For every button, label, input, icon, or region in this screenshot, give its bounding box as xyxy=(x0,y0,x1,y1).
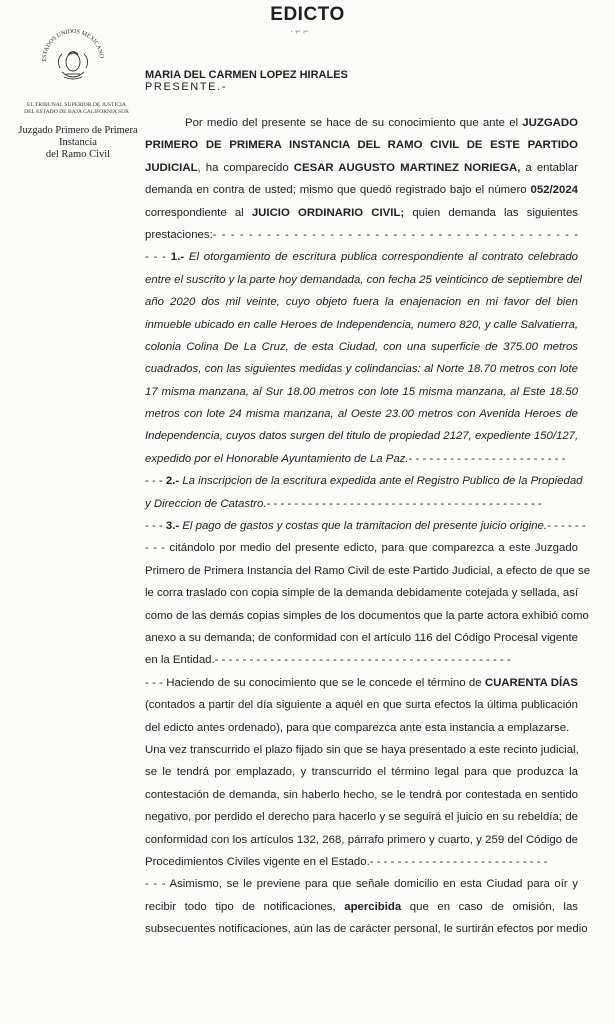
body-line xyxy=(145,448,578,470)
body-line xyxy=(145,493,578,515)
body-line xyxy=(145,672,578,694)
text-run: 3.- xyxy=(165,520,180,533)
text-run: 17 misma manzana, al Sur 18.00 metros con lote 15 misma manzana, al Este 18.50 xyxy=(145,385,578,398)
text-run: subsecuentes notificaciones, aún las de carácter personal, le surtirán efectos por medio xyxy=(145,923,588,936)
body-line xyxy=(145,694,578,716)
text-run: metros con lote 24 misma manzana, al Oeste 23.00 metros con Avenida Heroes de xyxy=(145,408,578,421)
text-run: - - - xyxy=(145,251,171,264)
text-run: Independencia, cuyos datos surgen del titulo de propiedad 2127, expediente 150/127, xyxy=(145,430,579,443)
text-run: negativo, por perdido el derecho para hacerlo y se seguirá el juicio en su rebeldía; de xyxy=(145,811,578,824)
text-run: le corra traslado con copia simple de la demanda debidamente cotejada y sellada, así xyxy=(145,587,579,600)
body-line xyxy=(145,381,578,403)
text-run: Por medio del presente se hace de su conocimiento que ante el xyxy=(185,117,523,129)
text-run: expedido por el Honorable Ayuntamiento de La Paz. xyxy=(145,452,409,465)
text-run: PRIMERO DE PRIMERA INSTANCIA DEL RAMO CIVIL DE ESTE PARTIDO xyxy=(145,139,578,152)
body-line xyxy=(145,627,578,649)
text-run: 2.- xyxy=(165,475,180,488)
text-run: 052/2024 xyxy=(530,184,578,197)
coat-of-arms-seal xyxy=(38,24,108,94)
text-run: contestación de demanda, sin haberlo hecho, se le tendrá por contestada en sentido xyxy=(145,788,578,801)
text-run: - - - citándolo por medio del presente edicto, para que comparezca a este Juzgado xyxy=(145,542,578,555)
text-run: 1.- xyxy=(170,251,185,264)
text-run: correspondiente al xyxy=(145,206,252,219)
addressee-greeting: PRESENTE.- xyxy=(145,81,228,93)
body-line xyxy=(145,851,578,873)
body-line xyxy=(145,134,578,156)
text-run: entre el suscrito y la parte hoy demandada, con fecha 25 veinticinco de septiembre del xyxy=(145,273,582,286)
text-run: a entablar xyxy=(520,161,578,174)
body-line xyxy=(145,202,578,224)
seal-text: ESTADOS UNIDOS MEXICANO xyxy=(41,28,105,62)
text-run: inmueble ubicado en calle Heroes de Independencia, numero 820, y calle Salvatierra, xyxy=(145,318,578,331)
text-run: - - - Haciendo de su conocimiento que se le concede el término de xyxy=(145,676,485,689)
text-run: demanda en contra de usted; mismo que quedó registrado bajo el número xyxy=(145,184,531,197)
addressee-name: MARIA DEL CARMEN LOPEZ HIRALES xyxy=(145,69,348,81)
juzgado-line: del Ramo Civil xyxy=(45,149,111,160)
text-run: recibir todo tipo de notificaciones, xyxy=(145,900,345,913)
text-run: quien demanda las siguientes xyxy=(404,206,578,219)
text-run: año 2020 dos mil veinte, cuyo objeto fuera la enajenacion en mi favor del bien xyxy=(145,296,578,309)
juzgado-line: Instancia xyxy=(59,137,97,148)
edict-body xyxy=(145,112,591,940)
text-run: se le tendrá por emplazado, y transcurrido el término legal para que produzca la xyxy=(145,766,578,779)
body-line xyxy=(145,806,578,828)
body-line xyxy=(145,112,578,134)
body-line xyxy=(145,896,578,918)
text-run: (contados a partir del día siguiente a aquél en que surta efectos la última publicación xyxy=(145,699,578,712)
tribunal-line: EL TRIBUNAL SUPERIOR DE JUSTICIA xyxy=(27,102,126,108)
body-line xyxy=(145,336,578,358)
body-line xyxy=(145,537,578,559)
text-run: - - - Asimismo, se le previene para que señale domicilio en esta Ciudad para oír y xyxy=(145,878,578,891)
body-line xyxy=(145,739,578,761)
scan-marks: · ⌐ ⌐ xyxy=(290,26,309,36)
body-line xyxy=(145,560,591,582)
text-run: CESAR AUGUSTO MARTINEZ NORIEGA, xyxy=(293,161,521,174)
text-run: El otorgamiento de escritura publica correspondiente al contrato celebrado xyxy=(184,251,579,264)
body-line xyxy=(145,761,578,783)
text-run: Una vez transcurrido el plazo fijado sin que se haya presentado a este recinto judicial, xyxy=(145,743,579,756)
text-run: cuadrados, con las siguientes medidas y colindancias: al Norte 18.70 metros con lote xyxy=(145,363,578,376)
body-line xyxy=(145,582,578,604)
body-line xyxy=(145,269,582,291)
body-line xyxy=(145,829,578,851)
text-run: - - - - - - - - - - - - - - - - - - - - - - - - - - - - - - - - - - - - - - - - xyxy=(266,497,542,510)
text-run: colonia Colina De La Cruz, de esta Ciudad, con una superficie de 375.00 metros xyxy=(145,340,578,353)
addressee-block xyxy=(145,69,348,93)
body-line xyxy=(145,358,578,380)
body-line xyxy=(145,918,588,940)
text-run: Primero de Primera Instancia del Ramo Civil de este Partido Judicial, a efecto de que se xyxy=(145,564,591,577)
text-run: anexo a su demanda; de conformidad con el artículo 116 del Código Procesal vigente xyxy=(145,631,578,644)
text-run: JUICIO ORDINARIO CIVIL; xyxy=(251,206,405,219)
text-run: El pago de gastos y costas que la tramitacion del presente juicio origine. xyxy=(179,520,548,533)
text-run: JUZGADO xyxy=(522,117,578,129)
body-line xyxy=(145,605,589,627)
body-line xyxy=(145,784,578,806)
text-run: Procedimientos Civiles vigente en el Estado.- - - - - - - - - - - - - - - - - - - - - - - - - - xyxy=(145,855,548,868)
text-run: CUARENTA DÍAS xyxy=(484,676,578,689)
juzgado-name xyxy=(8,125,148,161)
text-run: conformidad con los artículos 132, 268, párrafo primero y cuarto, y 259 del Código de xyxy=(145,833,578,846)
tribunal-line: DEL ESTADO DE BAJA CALIFORNIA SUR xyxy=(24,108,129,115)
text-run: - - - - - - xyxy=(547,520,586,533)
text-run: como de las demás copias simples de los documentos que la parte actora exhibió como xyxy=(145,609,589,622)
body-line xyxy=(145,224,578,246)
body-line xyxy=(145,425,578,447)
text-run: apercibida xyxy=(344,900,402,913)
text-run: , ha comparecido xyxy=(197,161,294,174)
body-line xyxy=(145,403,578,425)
text-run: y Direccion de Catastro. xyxy=(145,497,267,510)
text-run: que en caso de omisión, las xyxy=(401,900,578,913)
tribunal-name xyxy=(4,102,149,116)
text-run: prestaciones:- - - - - - - - - - - - - - - - - - - - - - - - - - - - - - - - - - - - - - - - - xyxy=(145,228,578,241)
text-run: - - - xyxy=(145,520,166,533)
body-line xyxy=(145,649,578,671)
body-line xyxy=(145,717,578,739)
body-line xyxy=(145,515,586,537)
body-line xyxy=(145,470,583,492)
body-line xyxy=(145,314,578,336)
body-line xyxy=(145,291,578,313)
document-title: EDICTO xyxy=(270,4,345,25)
text-run: del edicto antes ordenado), para que comparezca ante esta instancia a emplazarse. xyxy=(145,721,570,734)
body-line xyxy=(145,246,578,268)
text-run: - - - - - - - - - - - - - - - - - - - - - - - xyxy=(408,452,566,465)
body-line xyxy=(145,873,578,895)
text-run: en la Entidad.- - - - - - - - - - - - - - - - - - - - - - - - - - - - - - - - - - - - - - - - - - - xyxy=(145,654,511,667)
body-line xyxy=(145,157,578,179)
text-run: JUDICIAL xyxy=(145,161,198,174)
juzgado-line: Juzgado Primero de Primera xyxy=(18,125,138,136)
text-run: - - - xyxy=(145,475,166,488)
body-line xyxy=(145,179,578,201)
text-run: La inscripcion de la escritura expedida ante el Registro Publico de la Propiedad xyxy=(179,475,583,488)
